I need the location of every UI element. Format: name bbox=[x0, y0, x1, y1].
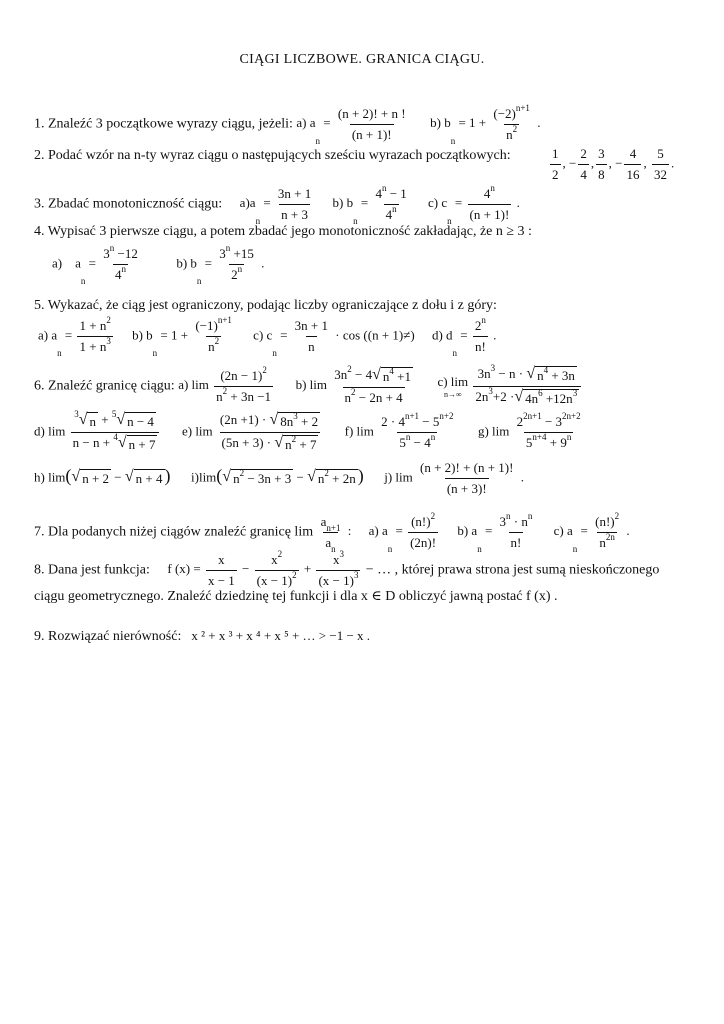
problem-8: 8. Dana jest funkcja: f (x) = $\frac{x}{x - 1}$ − $\frac{x^2}{(x - 1)^2}$ + $\frac{x^3}{(x - 1)^3}$ − … , której prawa strona jest sumą nieskończonego bbox=[34, 549, 660, 588]
problem-6-row2: d) lim $^3$ √ n + $^5$ √ n − 4 n − n + $^4$ √ n + 7 e) lim (2n +1) · √ $8n^3 + 2$ (5n + 3) · √ $n^2 + 7$ f) lim $\frac{2 \cdot 4^{n+1} - 5^{n+2}}{5^n - 4^n}$ g) lim $\frac{2^{2n+1} - 3^{2n+2}}{5^{n+4} + 9^n}$ bbox=[34, 409, 581, 452]
problem-9-text: 9. Rozwiązać nierówność: bbox=[34, 629, 182, 644]
problem-6-row3: h) lim( √ n + 2 − √ n + 4 ) i)lim( √ $n^2 - 3n + 3$ − √ $n^2 + 2n$ ) j) lim $\frac{(n + 2)! + (n + 1)!}{(n + 3)!}$ . bbox=[34, 460, 524, 496]
problem-3: 3. Zbadać monotoniczność ciągu: $a)a_n$ = $\frac{3n + 1}{n + 3}$ b) $b_n$ = $\frac{4^n - 1}{4^n}$ c) $c_n$ = $\frac{4^n}{(n + 1)!}$ . bbox=[34, 183, 520, 226]
problem-2-sequence: $\frac{1}{2}$ , − $\frac{2}{4}$ , $\frac{3}{8}$ , − $\frac{4}{16}$ , $\frac{5}{32}$ . bbox=[552, 146, 675, 182]
problem-1-text: 1. Znaleźć 3 początkowe wyrazy ciągu, jeżeli: bbox=[34, 116, 293, 132]
problem-2 bbox=[34, 148, 511, 164]
problem-9 bbox=[34, 628, 370, 645]
problem-2-text: 2. Podać wzór na n-ty wyraz ciągu o następujących sześciu wyrazach początkowych: bbox=[34, 148, 511, 163]
page-title: CIĄGI LICZBOWE. GRANICA CIĄGU. bbox=[239, 52, 485, 67]
problem-5-formulas: a) $a_n$ = $\frac{1 + n^2}{1 + n^3}$ b) $b_n = 1$ + $\frac{(-1)^{n+1}}{n^2}$ c) $c_n$ = $\frac{3n + 1}{n}$ · cos ((n + 1)≠) d) $d_n$ = $\frac{2^n}{n!}$ . bbox=[38, 315, 497, 358]
problem-7-text: 7. Dla podanych niżej ciągów znaleźć granicę lim bbox=[34, 524, 314, 540]
problem-4 bbox=[34, 224, 532, 240]
label-a: a) bbox=[296, 115, 307, 131]
problem-7: 7. Dla podanych niżej ciągów znaleźć granicę lim $\frac{a_{n+1}}{a_n}$ : a) $a_n$ = $\frac{(n!)^2}{(2n)!}$ b) $a_n$ = $\frac{3^n \cdot n^n}{n!}$ c) $a_n$ = $\frac{(n!)^2}{n^{2n}}$ . bbox=[34, 511, 630, 554]
inequality: x ² + x ³ + x ⁴ + x ⁵ + … > −1 − x . bbox=[191, 628, 371, 643]
fraction: $\frac{(-2)^{n+1}}{n^2}$ bbox=[493, 103, 530, 142]
problem-4-formulas: a) $a_n$ = $\frac{3^n -12}{4^n}$ b) $b_n$ = $\frac{3^n +15}{2^n}$ . bbox=[52, 243, 265, 286]
problem-5-text: 5. Wykazać, że ciąg jest ograniczony, podając liczby ograniczające z dołu i z góry: bbox=[34, 298, 497, 313]
problem-6: 6. Znaleźć granicę ciągu: a) lim $\frac{(2n - 1)^2}{n^2 + 3n -1}$ b) lim $3n^2 - 4$ √ $n^4 +1$ $n^2 - 2n + 4$ c) lim n→∞ $3n^3 - n$ · √ $n^4 + 3n$ $2n^3+2$ · √ $4n^6 +12n^3$ bbox=[34, 366, 583, 407]
problem-8-text: 8. Dana jest funkcja: bbox=[34, 562, 150, 578]
problem-3-text: 3. Zbadać monotoniczność ciągu: bbox=[34, 196, 223, 212]
problem-4-text: 4. Wypisać 3 pierwsze ciągu, a potem zbadać jego monotoniczność zakładając, że n ≥ 3 : bbox=[34, 224, 532, 239]
problem-1: 1. Znaleźć 3 początkowe wyrazy ciągu, jeżeli: a) $a_n$ = $\frac{(n + 2)! + n !}{(n + 1)!}$ b) $b_n = 1$ + $\frac{(-2)^{n+1}}{n^2}$ . bbox=[34, 103, 541, 146]
problem-5 bbox=[34, 298, 497, 314]
problem-8-line2: ciągu geometrycznego. Znaleźć dziedzinę tej funkcji i dla x ∈ D obliczyć jawną postać f (x) . bbox=[34, 589, 558, 604]
problem-6-text: 6. Znaleźć granicę ciągu: bbox=[34, 378, 175, 394]
fraction: $\frac{(n + 2)! + n !}{(n + 1)!}$ bbox=[337, 106, 406, 142]
